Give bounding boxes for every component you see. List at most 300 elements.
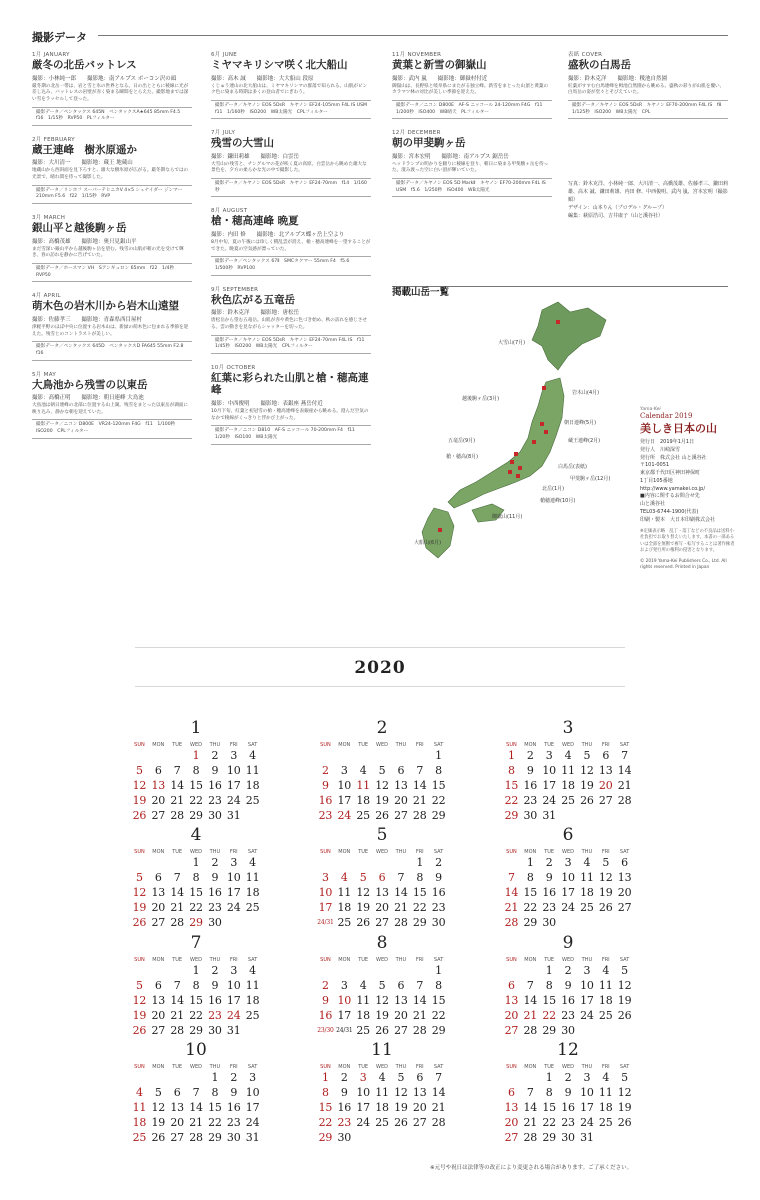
day-cell: 9 [564, 1086, 572, 1099]
day-cell: 17 [245, 1101, 260, 1114]
day-cell: 14 [523, 994, 538, 1007]
day-cell: 16 [337, 1101, 352, 1114]
entry-body: 紅葉がすすむ白馬連峰を栂池自然園から眺める。盛秋の彩りが山肌を覆い、白馬岳の姿が堂々とそびえていた。 [568, 83, 725, 96]
day-cell: 24 [337, 809, 352, 822]
day-cell: 8 [416, 871, 424, 884]
day-cell: 19 [132, 1009, 147, 1022]
day-cell: 7 [173, 979, 181, 992]
colophon-details [640, 439, 736, 524]
day-cell: 7 [526, 1086, 534, 1099]
week-row [502, 1008, 634, 1023]
day-cell: 22 [189, 1009, 203, 1022]
weekday-label: TUE [172, 957, 183, 963]
weekday-label: MON [152, 849, 165, 855]
entry-title: 大鳥池から残雪の以東岳 [32, 378, 148, 391]
day-cell: 3 [359, 1071, 367, 1084]
day-cell: 9 [322, 994, 329, 1007]
day-cell: 15 [523, 886, 538, 899]
weekday-label: SUN [134, 742, 145, 748]
photo-data-header [32, 26, 728, 44]
entry-body: くじゅう連山の北大船山は、ミヤマキリシマの群落で知られる。山肌がピンク色に染まる時期は多くの登山者でにぎわう。 [211, 83, 368, 96]
day-cell: 24 [245, 1116, 260, 1129]
day-cell: 3 [230, 964, 238, 977]
day-cell: 2 [564, 964, 572, 977]
day-cell: 18 [245, 994, 260, 1007]
day-cell: 13 [504, 994, 519, 1007]
day-cell: 10 [561, 871, 575, 884]
footer-note: ※元号や祝日は法律等の改正により変更される場合があります。ご了承ください。 [430, 1165, 633, 1171]
day-cell: 20 [598, 779, 613, 792]
week-row [502, 993, 634, 1008]
marker-yari [510, 460, 514, 464]
week-row [130, 963, 262, 978]
day-cell: 4 [136, 1086, 143, 1099]
entry-credit: 撮影：高橋正明 撮影地：朝日連峰 大鳥池 [32, 395, 144, 402]
day-cell: 21 [412, 794, 427, 807]
day-cell: 23 [318, 809, 333, 822]
weekday-label: SUN [506, 742, 517, 748]
day-cell: 9 [340, 1086, 348, 1099]
month-number: 12 [557, 1040, 579, 1060]
day-cell: 14 [523, 1101, 538, 1114]
day-cell: 29 [431, 809, 446, 822]
day-cell: 5 [378, 979, 386, 992]
day-cell: 23 [208, 901, 222, 914]
day-cell: 28 [617, 794, 632, 807]
entry-body: 8月中旬、夏の午後には珍しく積乱雲が消え、槍・穂高連峰を一望することができた。晩夏の空気感が漂っていた。 [211, 240, 371, 252]
photo-entry [568, 50, 728, 119]
day-cell: 8 [435, 979, 442, 992]
weekday-label: TUE [172, 849, 183, 855]
map-label: 岩木山(4月) [572, 390, 600, 396]
day-cell: 14 [504, 886, 519, 899]
day-cell: 19 [132, 901, 147, 914]
entry-shooting-data: 撮影データ／リンホフ スーパーテヒニカV 4×5 シュナイダー ジンマー 210mm F5.6 f22 1/15秒 RVP [32, 185, 192, 204]
day-cell: 2 [230, 1071, 238, 1084]
day-cell: 4 [359, 764, 367, 777]
colophon-row: 印刷・製本 大日本印刷株式会社 [640, 516, 716, 523]
week-row [130, 1070, 262, 1085]
day-cell: 22 [504, 794, 519, 807]
day-cell: 12 [132, 886, 147, 899]
week-row [502, 808, 634, 823]
day-cell: 30 [208, 916, 222, 929]
day-cell: 5 [583, 749, 591, 762]
weekday-label: FRI [229, 1064, 238, 1070]
map-label: 五竜岳(9月) [448, 438, 476, 444]
weekday-label: MON [152, 1064, 165, 1070]
photo-entry [32, 370, 192, 439]
week-row [502, 855, 634, 870]
day-cell: 20 [151, 794, 166, 807]
day-cell: 6 [173, 1086, 181, 1099]
day-cell: 23 [431, 901, 446, 914]
calendar-month [130, 933, 262, 1053]
day-cell: 13 [151, 994, 166, 1007]
entry-body: ヘッドランプの明かりを頼りに稜線を登り、朝日に染まる甲斐駒ヶ岳を待った。澄み渡った空に白い頂が輝いていた。 [392, 161, 549, 174]
day-cell: 26 [132, 916, 147, 929]
calendar-month [316, 1040, 448, 1160]
day-cell: 1 [435, 749, 442, 762]
map-label: 大雪山(7月) [498, 340, 526, 346]
weekday-label: SUN [506, 1064, 517, 1070]
month-number: 3 [562, 718, 574, 738]
entry-title: 厳冬の北岳バットレス [32, 59, 137, 71]
weekday-header [130, 957, 262, 963]
day-cell: 11 [598, 1086, 613, 1099]
marker-daisetsuzan [556, 320, 560, 324]
day-cell: 19 [598, 886, 613, 899]
day-cell: 18 [356, 1009, 370, 1022]
month-number: 7 [190, 933, 202, 953]
day-cell: 26 [151, 1131, 166, 1144]
day-cell: 8 [192, 764, 200, 777]
day-cell: 16 [318, 1009, 333, 1022]
weekday-label: TUE [544, 1064, 555, 1070]
weekday-label: SAT [247, 742, 258, 748]
week-row [502, 900, 634, 915]
week-row [316, 963, 448, 978]
day-cell: 4 [249, 749, 256, 762]
day-cell: 13 [412, 1086, 427, 1099]
week-row [502, 885, 634, 900]
day-cell: 10 [318, 886, 333, 899]
day-cell: 9 [211, 764, 219, 777]
day-cell: 18 [245, 779, 260, 792]
map-label: 朝日連峰(5月) [564, 420, 597, 426]
map-title: 掲載山岳一覧 [392, 287, 455, 298]
weekday-label: SAT [433, 1064, 444, 1070]
day-cell: 23 [226, 1116, 241, 1129]
entry-body: 御嶽山は、長野県と岐阜県にまたがる独立峰。新雪をまとった山頂と黄葉のカラマツ林の対比が美しい季節を迎えた。 [392, 83, 549, 96]
day-cell: 3 [583, 964, 591, 977]
week-row [502, 1100, 634, 1115]
day-cell: 18 [580, 886, 594, 899]
day-cell: 7 [621, 749, 628, 762]
day-cell: 25 [132, 1131, 147, 1144]
calendar-year: 2020 [354, 658, 406, 678]
entry-title: 槍・穂高連峰 晩夏 [211, 215, 299, 228]
day-cell: 21 [523, 1116, 538, 1129]
week-row [316, 1130, 448, 1145]
day-cell: 6 [621, 856, 628, 869]
photo-entry [392, 50, 552, 119]
weekday-header [502, 849, 634, 855]
day-cell: 12 [598, 871, 613, 884]
day-cell: 21 [431, 1101, 446, 1114]
day-cell: 26 [580, 794, 594, 807]
day-cell: 24 [580, 1009, 594, 1022]
day-cell: 17 [356, 1101, 370, 1114]
section-title: 撮影データ [32, 31, 87, 44]
marker-asahi [540, 422, 544, 426]
entry-shooting-data: 撮影データ／ニコン D800E AF-S ニッコール 24-120mm F4G f11 1/200秒 ISO400 WB晴天 PLフィルター [392, 100, 552, 119]
day-cell: 15 [208, 1101, 222, 1114]
colophon-note: ※定価表示略 乱丁・落丁などの不良品は送料小社負担でお取り替えいたします。本書の一部あるいは全部を無断で複写・転写することは著作権者および発行所の権利の侵害となります。 [640, 529, 735, 553]
day-cell: 18 [375, 1101, 389, 1114]
week-row [130, 855, 262, 870]
day-cell: 19 [580, 779, 594, 792]
entry-month: 2月 FEBRUARY [32, 136, 75, 143]
day-cell: 27 [598, 794, 613, 807]
day-cell: 30 [561, 1131, 575, 1144]
weekday-label: FRI [415, 742, 424, 748]
day-cell: 21 [617, 779, 632, 792]
weekday-label: SUN [320, 849, 331, 855]
day-cell: 31 [245, 1131, 260, 1144]
day-cell: 22 [318, 1116, 333, 1129]
day-cell: 16 [208, 886, 222, 899]
weekday-label: SUN [134, 1064, 145, 1070]
week-row [316, 793, 448, 808]
day-cell: 27 [412, 1116, 427, 1129]
day-cell: 5 [359, 871, 367, 884]
weekday-label: TUE [172, 742, 183, 748]
day-cell: 4 [564, 749, 572, 762]
weekday-label: THU [581, 1064, 593, 1070]
day-cell: 24 [356, 1116, 370, 1129]
weekday-header [502, 1064, 634, 1070]
day-cell: 7 [416, 979, 424, 992]
day-cell: 25 [598, 1009, 613, 1022]
japan-map [392, 296, 638, 568]
marker-echigo [532, 440, 536, 444]
entry-body: 津軽平野のほぼ中央に位置する岩木山は、新緑の萌木色に包まれる季節を迎えた。残雪とのコントラストが美しい。 [32, 324, 189, 337]
weekday-label: SAT [247, 849, 258, 855]
weekday-label: FRI [229, 957, 238, 963]
day-cell: 23 [561, 1009, 575, 1022]
map-label: 北岳(1月) [542, 486, 565, 492]
top-divider [135, 647, 625, 648]
map-label: 蔵王連峰(2月) [568, 438, 601, 444]
day-cell: 3 [545, 749, 553, 762]
calendar-month [130, 825, 262, 945]
week-row [502, 1085, 634, 1100]
weekday-label: WED [562, 1064, 574, 1070]
day-cell: 28 [170, 916, 184, 929]
photo-entry [211, 285, 371, 354]
day-cell: 17 [580, 994, 594, 1007]
day-cell: 14 [170, 779, 184, 792]
week-row [316, 1023, 448, 1038]
day-cell: 8 [192, 871, 200, 884]
week-row [502, 748, 634, 763]
day-cell: 2 [211, 856, 219, 869]
weekday-header [502, 957, 634, 963]
entry-title: 盛秋の白馬岳 [568, 59, 631, 71]
weekday-label: SAT [619, 957, 630, 963]
weekday-label: FRI [229, 742, 238, 748]
day-cell: 25 [337, 916, 352, 929]
weekday-header [130, 742, 262, 748]
day-cell: 19 [375, 1009, 389, 1022]
week-row [502, 963, 634, 978]
colophon-row: 〒101-0051 [640, 462, 670, 469]
week-row [316, 778, 448, 793]
weekday-label: SAT [619, 742, 630, 748]
weekday-label: THU [209, 742, 221, 748]
day-cell: 30 [208, 809, 222, 822]
day-cell: 17 [318, 901, 333, 914]
day-cell: 9 [545, 871, 553, 884]
day-cell: 27 [394, 1024, 408, 1037]
day-cell: 25 [356, 809, 370, 822]
marker-shirouma [518, 466, 522, 470]
day-cell: 20 [412, 1101, 427, 1114]
weekday-label: SAT [247, 957, 258, 963]
entry-body: 厳冬期の北岳一帯は、岩と雪と氷の世界となる。日の出とともに稜線に光が差し込み、バットレスの岩壁が赤く染まる瞬間をとらえた。撮影地までは深い雪をラッセルして登った。 [32, 83, 189, 102]
day-cell: 5 [621, 964, 628, 977]
day-cell: 28 [431, 1116, 446, 1129]
calendar-month [130, 1040, 262, 1160]
day-cell: 24 [226, 794, 241, 807]
hokkaido-island [532, 302, 606, 370]
day-cell: 8 [545, 1086, 553, 1099]
day-cell: 29 [542, 1131, 556, 1144]
colophon-row: 発行日 2019年1月1日 [640, 439, 695, 445]
entry-shooting-data: 撮影データ／ニコン D800E VR24-120mm F4G f11 1/100秒 ISO200 CPLフィルター [32, 419, 192, 438]
day-cell: 21 [504, 901, 519, 914]
day-cell: 29 [431, 1024, 446, 1037]
entry-credit: 撮影：大川清一 撮影地：蔵王 地蔵山 [32, 160, 133, 167]
day-cell: 13 [617, 871, 632, 884]
day-cell: 17 [226, 779, 241, 792]
day-cell: 16 [318, 794, 333, 807]
day-cell: 2 [435, 856, 442, 869]
day-cell: 10 [542, 764, 556, 777]
week-row [130, 793, 262, 808]
photo-entry [211, 363, 371, 445]
day-cell: 22 [412, 901, 427, 914]
colophon-row: 1丁目105番地 [640, 477, 673, 484]
day-cell: 12 [375, 779, 389, 792]
entry-month: 3月 MARCH [32, 215, 66, 222]
week-row [130, 778, 262, 793]
day-cell: 11 [132, 1101, 147, 1114]
marker-zao [544, 430, 548, 434]
entry-shooting-data: 撮影データ／ホースマン VH Sアンギュロン 65mm f22 1/4秒 RVP50 [32, 263, 192, 282]
staff-credits [568, 180, 728, 220]
day-cell: 20 [375, 901, 389, 914]
day-cell: 23 [208, 794, 222, 807]
day-cell: 12 [151, 1101, 166, 1114]
weekday-label: THU [581, 742, 593, 748]
day-cell: 29 [189, 1024, 203, 1037]
day-cell: 24/31 [336, 1026, 353, 1034]
day-cell: 27 [504, 1024, 519, 1037]
day-cell: 5 [136, 764, 143, 777]
weekday-label: THU [581, 957, 593, 963]
weekday-label: WED [562, 957, 574, 963]
day-cell: 2 [564, 1071, 572, 1084]
japan-map-figure [392, 296, 638, 568]
day-cell: 9 [564, 979, 572, 992]
day-cell: 1 [192, 856, 200, 869]
month-number: 9 [562, 933, 574, 953]
day-cell: 6 [154, 764, 162, 777]
map-label: 槍穂連峰(10月) [540, 498, 576, 504]
week-row [316, 808, 448, 823]
weekday-label: FRI [415, 1064, 424, 1070]
week-row [130, 1130, 262, 1145]
day-cell: 16 [208, 994, 222, 1007]
day-cell: 28 [412, 1024, 427, 1037]
weekday-label: TUE [358, 849, 369, 855]
day-cell: 12 [580, 764, 594, 777]
weekday-label: MON [524, 957, 537, 963]
photo-entry [32, 50, 192, 126]
colophon-row: 東京都千代田区神田神保町 [640, 470, 701, 476]
day-cell: 9 [435, 871, 442, 884]
day-cell: 22 [208, 1116, 222, 1129]
entry-month: 10月 OCTOBER [211, 364, 256, 371]
day-cell: 17 [337, 1009, 352, 1022]
day-cell: 24 [226, 1009, 241, 1022]
day-cell: 13 [504, 1101, 519, 1114]
weekday-label: SAT [619, 1064, 630, 1070]
day-cell: 29 [189, 809, 203, 822]
week-row [316, 1085, 448, 1100]
weekday-label: MON [338, 957, 351, 963]
weekday-label: FRI [601, 1064, 610, 1070]
entry-month: 12月 DECEMBER [392, 130, 441, 137]
day-cell: 29 [189, 916, 203, 929]
day-cell: 17 [542, 779, 556, 792]
day-cell: 19 [375, 794, 389, 807]
day-cell: 9 [211, 979, 219, 992]
weekday-label: SUN [134, 957, 145, 963]
weekday-label: SUN [320, 742, 331, 748]
day-cell: 9 [211, 871, 219, 884]
day-cell: 10 [580, 979, 594, 992]
day-cell: 11 [580, 871, 594, 884]
entry-month: 6月 JUNE [211, 52, 238, 58]
day-cell: 1 [192, 749, 200, 762]
photo-entry [32, 213, 192, 282]
day-cell: 18 [337, 901, 352, 914]
entry-shooting-data: 撮影データ／キヤノン EOS 5DsR キヤノン EF70-200mm F4L IS f8 1/125秒 ISO200 WB太陽光 CPL [568, 100, 728, 119]
day-cell: 9 [322, 779, 329, 792]
day-cell: 11 [356, 994, 370, 1007]
day-cell: 24 [542, 794, 556, 807]
photo-entry [211, 128, 371, 197]
day-cell: 24 [226, 901, 241, 914]
day-cell: 15 [189, 886, 203, 899]
day-cell: 25 [245, 901, 260, 914]
day-cell: 24 [580, 1116, 594, 1129]
entry-body: 地蔵山から西斜面を見下ろすと、雄大な樹氷原が広がる。厳冬期ならではの光景で、晴れ間を待って撮影した。 [32, 168, 189, 181]
weekday-label: FRI [229, 849, 238, 855]
weekday-label: WED [376, 957, 388, 963]
marker-ontake [508, 470, 512, 474]
day-cell: 26 [617, 1116, 632, 1129]
day-cell: 15 [504, 779, 519, 792]
marker-taisen [438, 528, 442, 532]
day-cell: 10 [337, 779, 352, 792]
day-cell: 8 [508, 764, 515, 777]
weekday-label: TUE [358, 957, 369, 963]
day-cell: 6 [378, 871, 386, 884]
design-credit: デザイン：山本りん（プロデル・グループ） [568, 205, 668, 211]
day-cell: 7 [397, 871, 405, 884]
week-row [502, 978, 634, 993]
day-cell: 1 [526, 856, 534, 869]
calendar-month [502, 825, 634, 945]
day-cell: 17 [337, 794, 352, 807]
day-cell: 10 [226, 979, 241, 992]
copyright: © 2019 Yama-Kei Publishers Co., Ltd. All rights reserved. Printed in Japan [640, 559, 727, 571]
day-cell: 7 [416, 764, 424, 777]
